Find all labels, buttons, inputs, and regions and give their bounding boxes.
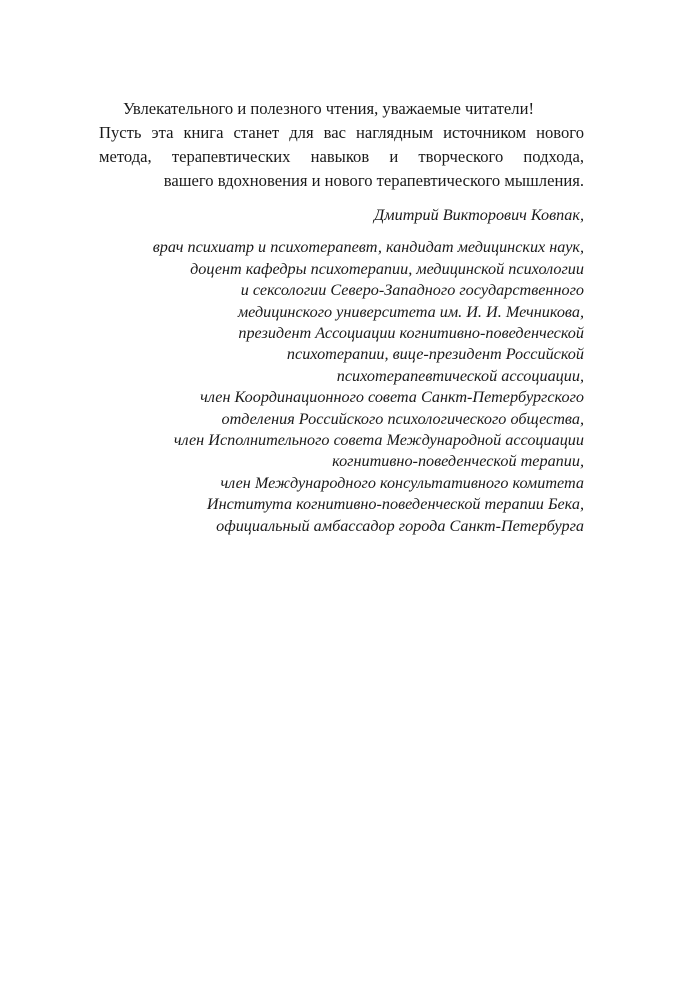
credential-line: президент Ассоциации когнитивно-поведенческой <box>238 324 584 343</box>
credential-line: член Координационного совета Санкт-Петербургского <box>200 388 584 407</box>
credential-line: Института когнитивно-поведенческой терапии Бека, <box>206 495 584 514</box>
credential-line: отделения Российского психологического общества, <box>221 409 584 428</box>
paragraph-line: вашего вдохновения и нового терапевтического мышления. <box>163 171 584 190</box>
author-signature <box>99 205 584 537</box>
paragraph-line: Увлекательного и полезного чтения, уважаемые читатели! <box>123 99 534 118</box>
credential-line: медицинского университета им. И. И. Мечникова, <box>237 302 584 321</box>
credential-line: и сексологии Северо-Западного государственного <box>240 281 584 300</box>
closing-paragraph <box>99 97 584 193</box>
author-name: Дмитрий Викторович Ковпак, <box>373 206 584 224</box>
credential-line: психотерапии, вице-президент Российской <box>286 345 584 364</box>
credential-line: доцент кафедры психотерапии, медицинской психологии <box>190 259 584 278</box>
paragraph-line: Пусть эта книга станет для вас наглядным источником нового <box>99 123 584 142</box>
credential-line: официальный амбассадор города Санкт-Петербурга <box>216 516 584 535</box>
credential-line: член Исполнительного совета Международной ассоциации <box>173 431 584 450</box>
credential-line: психотерапевтической ассоциации, <box>336 366 584 385</box>
credential-line: член Международного консультативного комитета <box>220 473 584 492</box>
paragraph-line: метода, терапевтических навыков и творческого подхода, <box>99 147 584 166</box>
credential-line: когнитивно-поведенческой терапии, <box>332 452 584 471</box>
credential-line: врач психиатр и психотерапевт, кандидат медицинских наук, <box>152 238 584 257</box>
